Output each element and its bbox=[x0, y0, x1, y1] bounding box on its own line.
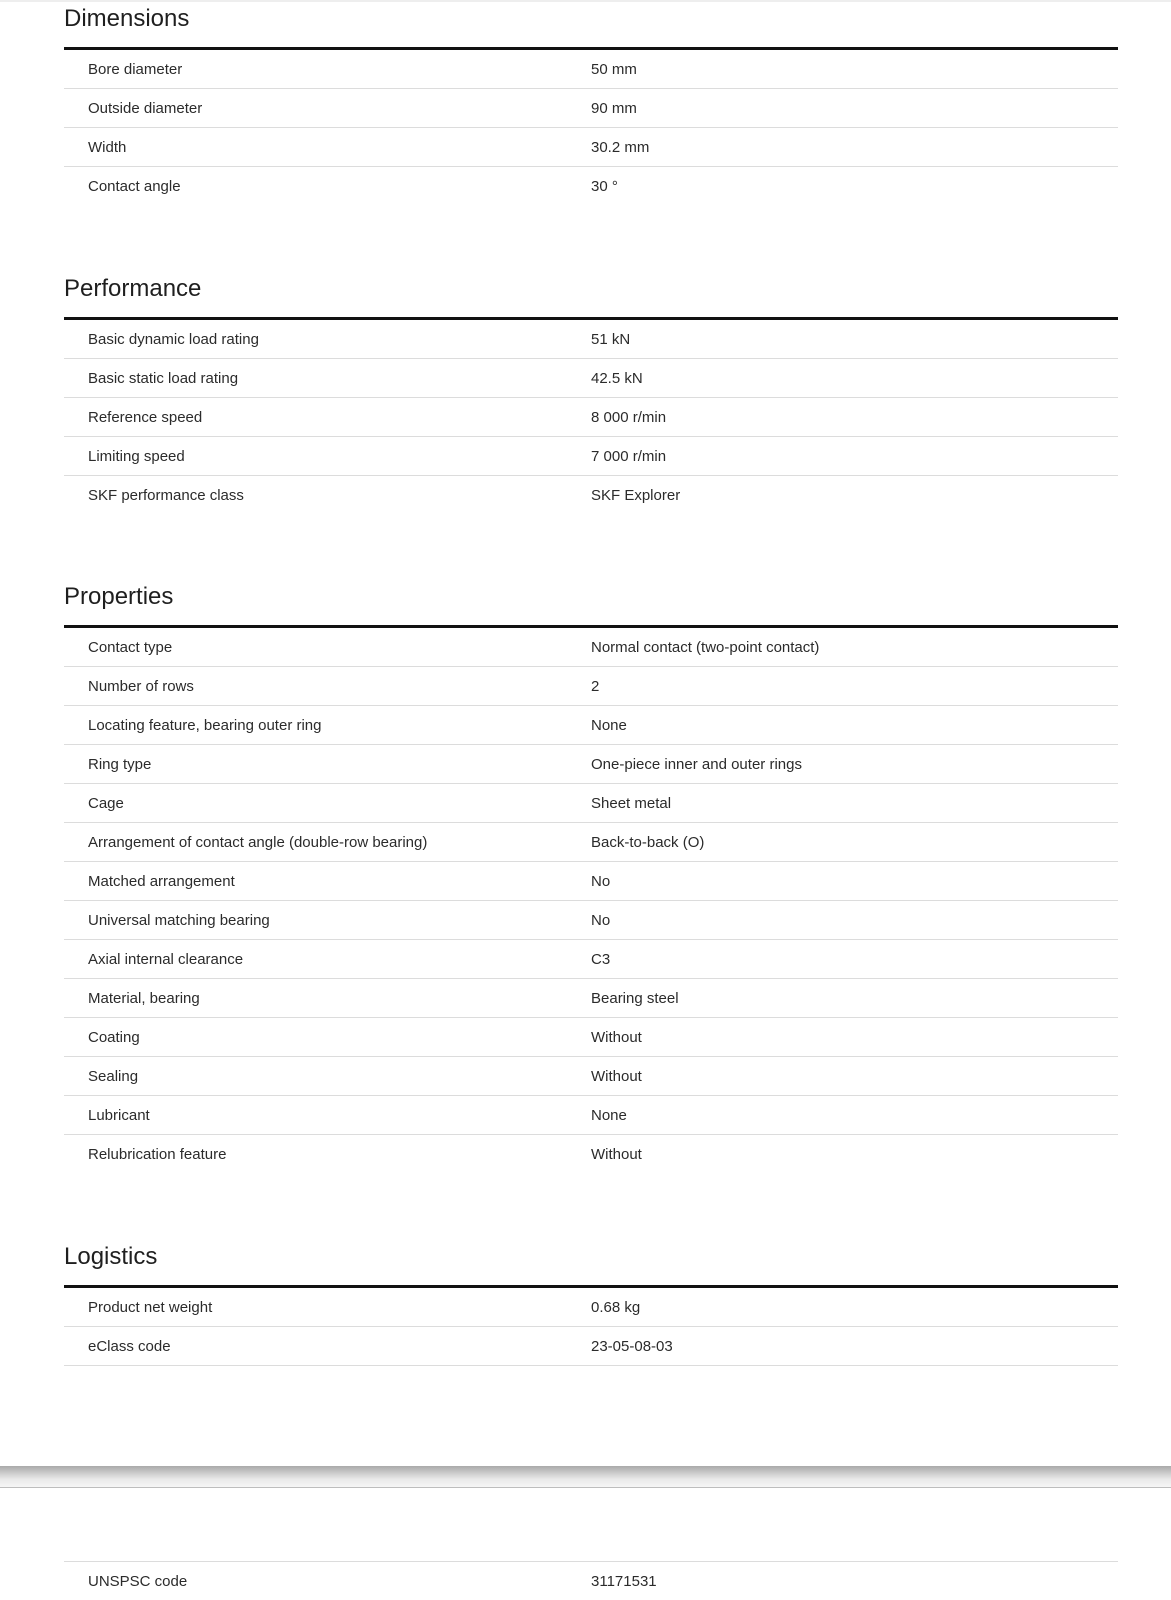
spec-value: No bbox=[591, 872, 611, 890]
spec-label: UNSPSC code bbox=[88, 1572, 188, 1590]
spec-row bbox=[64, 1057, 1118, 1096]
section-title: Properties bbox=[64, 583, 174, 610]
spec-row bbox=[64, 128, 1118, 167]
spec-label: eClass code bbox=[88, 1337, 171, 1355]
spec-value: SKF Explorer bbox=[591, 486, 681, 504]
spec-value: 51 kN bbox=[591, 330, 631, 348]
spec-label: Arrangement of contact angle (double-row bearing) bbox=[88, 833, 428, 851]
spec-label: Limiting speed bbox=[88, 447, 185, 465]
spec-value: 50 mm bbox=[591, 60, 637, 78]
page-break-divider bbox=[0, 1466, 1171, 1488]
spec-row bbox=[64, 1562, 1118, 1600]
spec-value: 30 ° bbox=[591, 177, 618, 195]
spec-label: Matched arrangement bbox=[88, 872, 235, 890]
section-title: Performance bbox=[64, 275, 202, 302]
spec-row bbox=[64, 745, 1118, 784]
spec-label: Number of rows bbox=[88, 677, 194, 695]
spec-label: Outside diameter bbox=[88, 99, 203, 117]
spec-label: Locating feature, bearing outer ring bbox=[88, 716, 322, 734]
section-dimensions bbox=[64, 2, 1118, 205]
spec-value: 42.5 kN bbox=[591, 369, 643, 387]
spec-row bbox=[64, 862, 1118, 901]
spec-label: Bore diameter bbox=[88, 60, 183, 78]
spec-row bbox=[64, 1327, 1118, 1366]
spec-value: Normal contact (two-point contact) bbox=[591, 638, 820, 656]
spec-label: Cage bbox=[88, 794, 124, 812]
spec-value: 2 bbox=[591, 677, 600, 695]
spec-label: Basic dynamic load rating bbox=[88, 330, 259, 348]
spec-label: Axial internal clearance bbox=[88, 950, 244, 968]
spec-value: 7 000 r/min bbox=[591, 447, 667, 465]
spec-value: Bearing steel bbox=[591, 989, 679, 1007]
spec-row bbox=[64, 359, 1118, 398]
spec-value: Without bbox=[591, 1067, 642, 1085]
spec-label: Width bbox=[88, 138, 127, 156]
spec-value: 8 000 r/min bbox=[591, 408, 667, 426]
spec-label: Lubricant bbox=[88, 1106, 150, 1124]
spec-label: Material, bearing bbox=[88, 989, 200, 1007]
spec-row bbox=[64, 940, 1118, 979]
spec-row bbox=[64, 320, 1118, 359]
spec-label: Coating bbox=[88, 1028, 140, 1046]
spec-row bbox=[64, 1288, 1118, 1327]
spec-value: 90 mm bbox=[591, 99, 637, 117]
section-properties bbox=[64, 580, 1118, 1173]
spec-value: Without bbox=[591, 1028, 642, 1046]
spec-row bbox=[64, 1135, 1118, 1173]
spec-label: Contact angle bbox=[88, 177, 181, 195]
spec-row bbox=[64, 979, 1118, 1018]
spec-value: Sheet metal bbox=[591, 794, 672, 812]
spec-row bbox=[64, 398, 1118, 437]
section-title: Dimensions bbox=[64, 5, 190, 32]
spec-label: Reference speed bbox=[88, 408, 203, 426]
spec-label: Contact type bbox=[88, 638, 173, 656]
spec-label: Relubrication feature bbox=[88, 1145, 227, 1163]
spec-value: None bbox=[591, 1106, 627, 1124]
spec-value: None bbox=[591, 716, 627, 734]
spec-row bbox=[64, 1096, 1118, 1135]
spec-value: C3 bbox=[591, 950, 611, 968]
spec-value: Back-to-back (O) bbox=[591, 833, 705, 851]
spec-row bbox=[64, 50, 1118, 89]
spec-value: Without bbox=[591, 1145, 642, 1163]
spec-value: One-piece inner and outer rings bbox=[591, 755, 802, 773]
spec-row bbox=[64, 167, 1118, 205]
spec-row bbox=[64, 476, 1118, 514]
spec-row bbox=[64, 1018, 1118, 1057]
section-performance bbox=[64, 272, 1118, 514]
spec-row bbox=[64, 901, 1118, 940]
spec-row bbox=[64, 437, 1118, 476]
spec-label: SKF performance class bbox=[88, 486, 244, 504]
spec-value: 23-05-08-03 bbox=[591, 1337, 673, 1355]
spec-row bbox=[64, 667, 1118, 706]
spec-label: Ring type bbox=[88, 755, 152, 773]
spec-value: 30.2 mm bbox=[591, 138, 650, 156]
spec-value: 0.68 kg bbox=[591, 1298, 641, 1316]
spec-label: Basic static load rating bbox=[88, 369, 239, 387]
spec-row bbox=[64, 628, 1118, 667]
spec-label: Product net weight bbox=[88, 1298, 213, 1316]
section-logistics bbox=[64, 1240, 1118, 1366]
spec-row bbox=[64, 89, 1118, 128]
spec-row bbox=[64, 823, 1118, 862]
section-title: Logistics bbox=[64, 1243, 158, 1270]
spec-value: No bbox=[591, 911, 611, 929]
spec-row bbox=[64, 706, 1118, 745]
spec-label: Sealing bbox=[88, 1067, 139, 1085]
page-break-line bbox=[0, 1487, 1171, 1488]
spec-label: Universal matching bearing bbox=[88, 911, 270, 929]
spec-row bbox=[64, 784, 1118, 823]
spec-value: 31171531 bbox=[591, 1572, 657, 1590]
